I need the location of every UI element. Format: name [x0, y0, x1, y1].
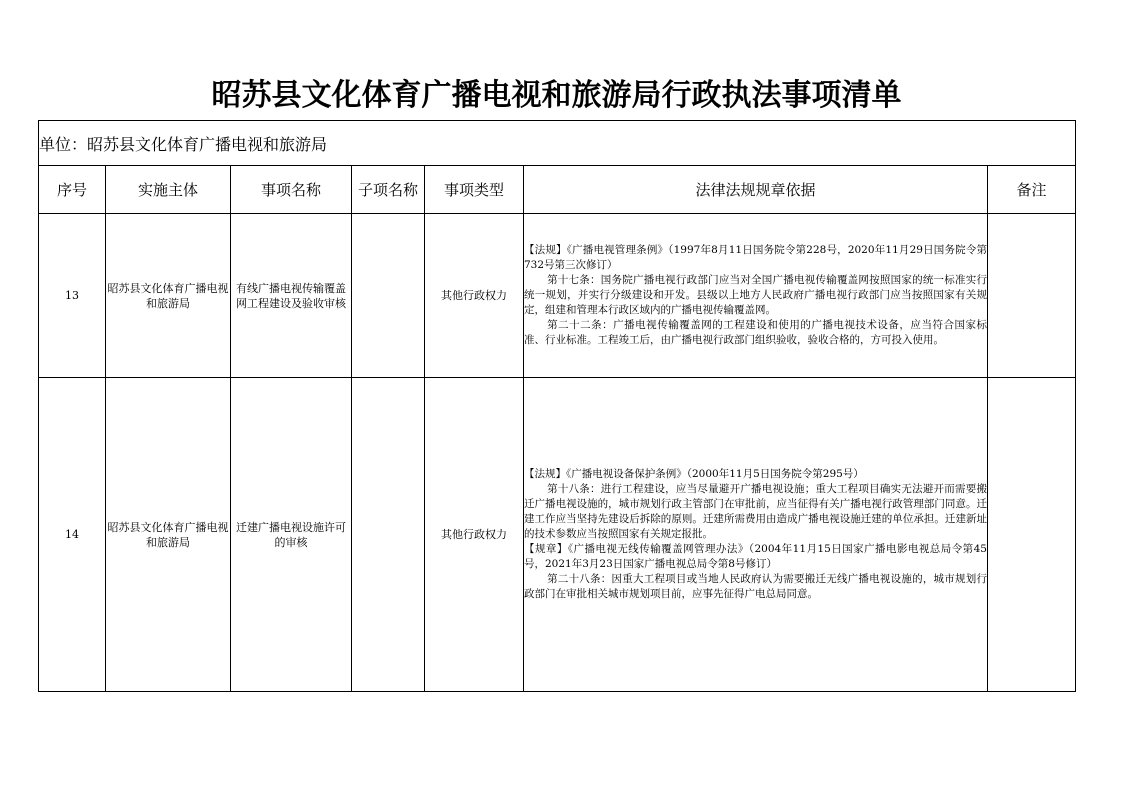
- cell-seq: 14: [39, 378, 106, 692]
- table-header-row: [39, 166, 1076, 214]
- cell-seq: 13: [39, 214, 106, 378]
- header-sub-item: 子项名称: [352, 166, 425, 214]
- basis-line: 第二十二条：广播电视传输覆盖网的工程建设和使用的广播电视技术设备，应当符合国家标准、行业标准。工程竣工后，由广播电视行政部门组织验收，验收合格的，方可投入使用。: [524, 319, 987, 346]
- cell-item-type: 其他行政权力: [425, 378, 524, 692]
- cell-sub-item: [352, 378, 425, 692]
- header-item-name: 事项名称: [231, 166, 352, 214]
- cell-item-name: 迁建广播电视设施许可的审核: [231, 378, 352, 692]
- basis-line: 第二十八条：因重大工程项目或当地人民政府认为需要搬迁无线广播电视设施的，城市规划行政部门在审批相关城市规划项目前，应事先征得广电总局同意。: [524, 573, 987, 600]
- table-row: [39, 214, 1076, 378]
- cell-basis: [524, 378, 988, 692]
- header-seq: 序号: [39, 166, 106, 214]
- basis-line: 【法规】《广播电视设备保护条例》（2000年11月5日国务院令第295号）: [524, 468, 864, 480]
- header-basis: 法律法规规章依据: [524, 166, 988, 214]
- cell-basis: [524, 214, 988, 378]
- unit-label: 单位：昭苏县文化体育广播电视和旅游局: [39, 121, 1076, 166]
- basis-line: 第十七条：国务院广播电视行政部门应当对全国广播电视传输覆盖网按照国家的统一标准实行统一规划，并实行分级建设和开发。县级以上地方人民政府广播电视行政部门应当按照国家有关规定，组建和管理本行政区域内的广播电视传输覆盖网。: [524, 274, 987, 316]
- basis-line: 【法规】《广播电视管理条例》（1997年8月11日国务院令第228号，2020年11月29日国务院令第732号第三次修订）: [524, 244, 987, 271]
- cell-subject: 昭苏县文化体育广播电视和旅游局: [106, 214, 231, 378]
- cell-item-name: 有线广播电视传输覆盖网工程建设及验收审核: [231, 214, 352, 378]
- page-title: 昭苏县文化体育广播电视和旅游局行政执法事项清单: [211, 78, 902, 113]
- table-row: [39, 378, 1076, 692]
- header-item-type: 事项类型: [425, 166, 524, 214]
- unit-row: [39, 121, 1076, 166]
- basis-line: 【规章】《广播电视无线传输覆盖网管理办法》（2004年11月15日国家广播电影电视总局令第45号，2021年3月23日国家广播电视总局令第8号修订）: [524, 543, 987, 570]
- header-remark: 备注: [988, 166, 1076, 214]
- cell-item-type: 其他行政权力: [425, 214, 524, 378]
- cell-remark: [988, 214, 1076, 378]
- basis-line: 第十八条：进行工程建设，应当尽量避开广播电视设施；重大工程项目确实无法避开而需要搬迁广播电视设施的，城市规划行政主管部门在审批前，应当征得有关广播电视行政管理部门同意。迁建工作应当坚持先建设后拆除的原则。迁建所需费用由造成广播电视设施迁建的单位承担。迁建新址的技术参数应当按照国家有关规定报批。: [524, 483, 987, 540]
- cell-subject: 昭苏县文化体育广播电视和旅游局: [106, 378, 231, 692]
- header-subject: 实施主体: [106, 166, 231, 214]
- enforcement-items-table: [38, 120, 1076, 692]
- cell-remark: [988, 378, 1076, 692]
- cell-sub-item: [352, 214, 425, 378]
